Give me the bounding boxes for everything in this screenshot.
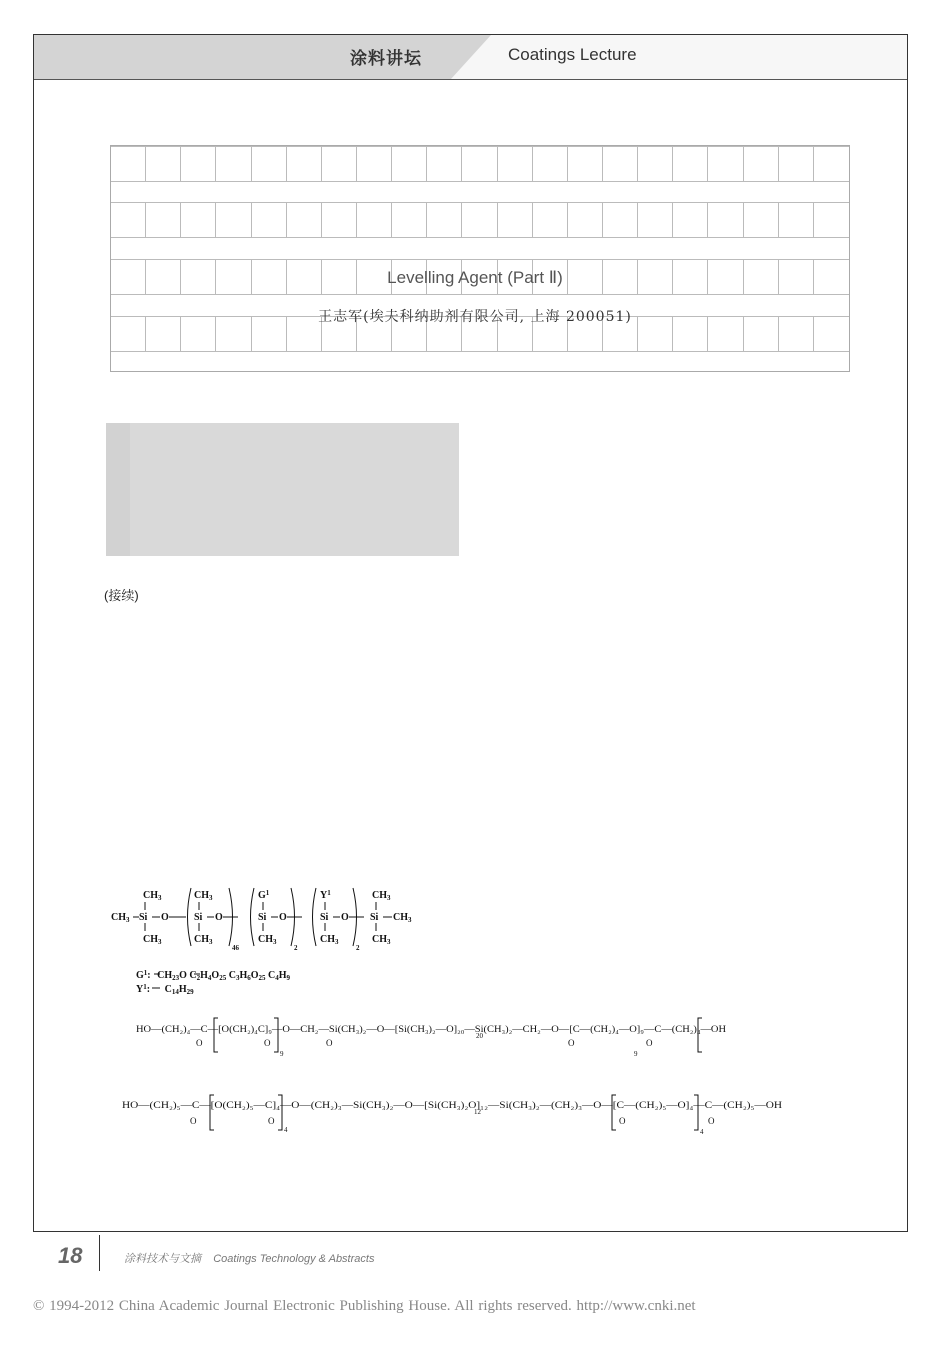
svg-text:O: O (279, 912, 287, 923)
svg-text:CH3: $CH_3$ (258, 934, 277, 946)
author-line: 王志军(埃夫科纳助剂有限公司, 上海 200051) (318, 309, 632, 325)
grid-cell (287, 202, 322, 237)
grid-cell (216, 146, 251, 181)
svg-text:O: O (268, 1116, 275, 1126)
grid-cell (744, 202, 779, 237)
grid-line (111, 259, 849, 260)
grid-cell (111, 146, 146, 181)
grid-cell (708, 146, 743, 181)
grid-cell (252, 146, 287, 181)
grid-cell (568, 202, 603, 237)
grid-line (111, 146, 849, 147)
svg-text:Si: Si (139, 912, 148, 923)
section-title-cn: 涂料讲坛 (350, 49, 422, 69)
page-number: 18 (58, 1243, 83, 1268)
svg-text:G1: CH23O C2H4O25: $G^1$: $CH_23O$ $C_2H_4O_{25}$ $C_3H_6O_{25}$ $C_4H_9$ (136, 969, 291, 982)
grid-line (111, 181, 849, 182)
svg-text:HO—(CH₂)₄—C—[O(CH₂)₄C]₉—O—CH₂—: HO—(CH₂)₄—C—[O(CH₂)₄C]₉—O—CH₂—Si(CH₃)₂—O—[Si(CH₃)₂—O]₂₀—Si(CH₃)₂—CH₂—O—[C—(CH₂)₄—O]₉—C—(CH₂)₄—OH (136, 1024, 727, 1034)
grid-cell (146, 202, 181, 237)
grid-cell (779, 202, 814, 237)
grid-cell (603, 146, 638, 181)
siloxane-structure-formula (108, 882, 428, 954)
journal-name (124, 1250, 374, 1266)
grid-cell (181, 202, 216, 237)
grid-cell (498, 202, 533, 237)
grid-cell (181, 146, 216, 181)
grid-cell (462, 146, 497, 181)
svg-text:9: 9 (280, 1050, 284, 1058)
svg-text:O: O (708, 1116, 715, 1126)
svg-text:46: 46 (232, 944, 239, 952)
svg-text:2: 2 (294, 944, 298, 952)
svg-text:CH3: $CH_3$ (194, 934, 213, 946)
grid-band (111, 146, 849, 181)
svg-text:Y1: $Y^1$ (320, 889, 331, 901)
svg-text:CH3: $CH_3$ (143, 934, 162, 946)
abstract-strip (106, 423, 130, 556)
svg-text:O: O (326, 1038, 333, 1048)
polyester-siloxane-formula-2 (122, 1090, 787, 1138)
section-title-en: Coatings Lecture (508, 45, 637, 64)
svg-text:20: 20 (476, 1032, 483, 1040)
grid-cell (568, 146, 603, 181)
grid-cell (357, 146, 392, 181)
grid-cell (146, 146, 181, 181)
svg-text:12: 12 (474, 1108, 481, 1116)
grid-cell (111, 202, 146, 237)
svg-text:CH3: $CH_3$ (372, 890, 391, 902)
grid-cell (533, 202, 568, 237)
section-header (34, 35, 907, 80)
grid-cell (638, 146, 673, 181)
svg-text:Si: Si (194, 912, 203, 923)
svg-text:O: O (215, 912, 223, 923)
abstract-box (106, 423, 459, 556)
footer-separator (99, 1235, 100, 1271)
journal-name-en: Coatings Technology & Abstracts (213, 1253, 375, 1265)
grid-cell (744, 146, 779, 181)
svg-text:O: O (196, 1038, 203, 1048)
title-grid (110, 145, 850, 372)
svg-text:O: O (341, 912, 349, 923)
grid-cell (603, 202, 638, 237)
grid-cell (322, 202, 357, 237)
grid-cell (216, 202, 251, 237)
grid-band (111, 202, 849, 237)
svg-text:4: 4 (700, 1128, 704, 1136)
continued-label: (接续) (104, 588, 139, 603)
svg-text:CH3: $CH_3$ (194, 890, 213, 902)
svg-text:Y1: C14H29: $Y^1$: $C_{14}H_{29}$ (136, 983, 194, 996)
grid-cell (638, 202, 673, 237)
grid-cell (673, 202, 708, 237)
grid-cell (392, 146, 427, 181)
svg-text:G1: $G^1$ (258, 889, 270, 901)
grid-line (111, 294, 849, 295)
svg-text:O: O (264, 1038, 271, 1048)
svg-text:Si: Si (320, 912, 329, 923)
grid-cell (287, 146, 322, 181)
grid-cell (252, 202, 287, 237)
svg-text:O: O (619, 1116, 626, 1126)
journal-name-cn: 涂料技术与文摘 (124, 1253, 201, 1265)
grid-cell (708, 202, 743, 237)
svg-text:4: 4 (284, 1126, 288, 1134)
grid-line (111, 351, 849, 352)
grid-cell (779, 146, 814, 181)
grid-cell (533, 146, 568, 181)
article-title-en: Levelling Agent (Part Ⅱ) (387, 268, 563, 287)
svg-text:Si: Si (258, 912, 267, 923)
grid-cell (673, 146, 708, 181)
svg-text:O: O (646, 1038, 653, 1048)
grid-line (111, 202, 849, 203)
grid-cell (427, 146, 462, 181)
substituent-definitions (136, 967, 376, 997)
grid-cell (462, 202, 497, 237)
svg-text:CH3: $CH_3$ (372, 934, 391, 946)
svg-text:Si: Si (370, 912, 379, 923)
grid-cell (427, 202, 462, 237)
grid-line (111, 237, 849, 238)
polyester-siloxane-formula-1 (136, 1012, 736, 1062)
grid-cell (322, 146, 357, 181)
copyright-line: © 1994-2012 China Academic Journal Electronic Publishing House. All rights reserved. http://www.cnki.net (33, 1298, 696, 1314)
svg-text:2: 2 (356, 944, 360, 952)
svg-text:HO—(CH₂)₅—C—[O(CH₂)₅—C]₄—O—(CH: HO—(CH₂)₅—C—[O(CH₂)₅—C]₄—O—(CH₂)₃—Si(CH₃)₂—O—[Si(CH₃)₂O]₁₂—Si(CH₃)₂—(CH₂)₃—O—[C—(CH₂)₅—O]₄—C—(CH₂)₅—OH (122, 1100, 783, 1110)
grid-cell (498, 146, 533, 181)
svg-text:9: 9 (634, 1050, 638, 1058)
svg-text:O: O (190, 1116, 197, 1126)
svg-text:CH3: $CH_3$ (111, 912, 130, 924)
grid-cell (392, 202, 427, 237)
svg-text:CH3: $CH_3$ (393, 912, 412, 924)
svg-text:O: O (161, 912, 169, 923)
svg-text:CH3: $CH_3$ (143, 890, 162, 902)
grid-cell (357, 202, 392, 237)
svg-text:O: O (568, 1038, 575, 1048)
svg-text:CH3: $CH_3$ (320, 934, 339, 946)
